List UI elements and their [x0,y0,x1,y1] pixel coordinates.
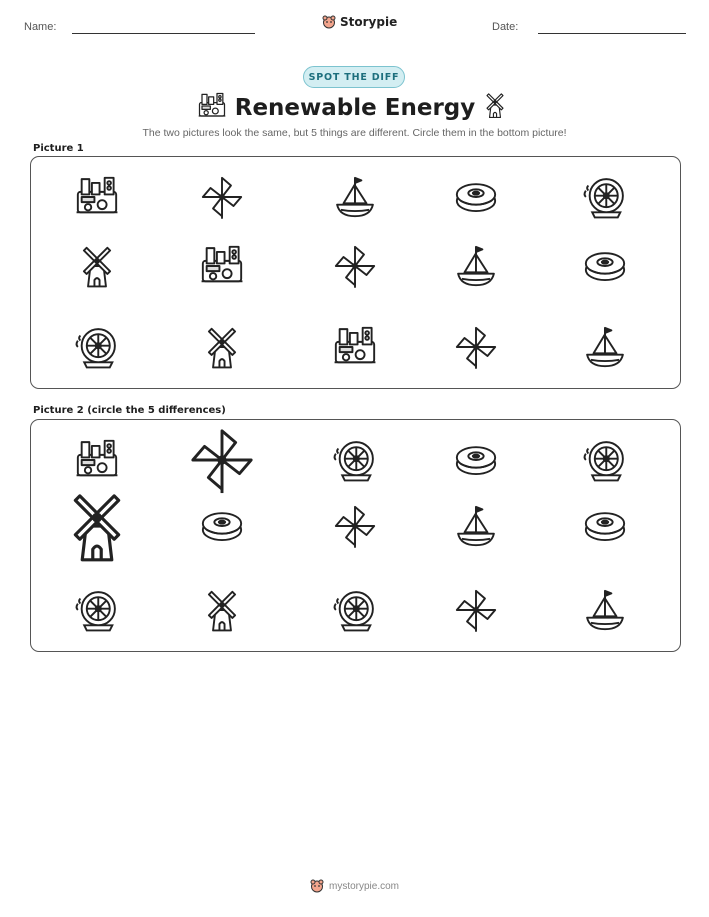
factory-icon[interactable] [74,437,120,483]
log-icon [453,174,499,220]
picture-2-label: Picture 2 (circle the 5 differences) [33,405,226,416]
pinwheel-icon[interactable] [332,503,378,549]
date-line[interactable] [538,33,686,34]
sailboat-icon[interactable] [582,587,628,633]
picture-1-label: Picture 1 [33,143,84,154]
windmill-icon [199,324,245,370]
page-title: Renewable Energy [234,95,476,121]
windmill-icon[interactable] [59,488,135,564]
name-label: Name: [24,21,57,33]
windmill-icon [481,91,509,119]
log-icon[interactable] [453,437,499,483]
factory-icon [332,324,378,370]
water-wheel-icon[interactable] [74,587,120,633]
water-wheel-icon [582,174,628,220]
water-wheel-icon[interactable] [332,437,378,483]
date-label: Date: [492,21,519,33]
instructions: The two pictures look the same, but 5 things are different. Circle them in the bottom picture! [142,127,567,139]
brand-name: Storypie [340,15,398,29]
pinwheel-icon [332,243,378,289]
brand-logo [322,15,397,29]
pinwheel-icon [453,324,499,370]
log-icon[interactable] [582,503,628,549]
sailboat-icon [453,243,499,289]
sailboat-icon [582,324,628,370]
footer-site: mystorypie.com [328,880,399,892]
factory-icon [74,174,120,220]
pinwheel-icon [199,174,245,220]
log-icon [582,243,628,289]
storypie-mascot-icon [310,879,324,893]
windmill-icon [74,243,120,289]
water-wheel-icon [74,324,120,370]
storypie-mascot-icon [322,15,336,29]
windmill-icon[interactable] [199,587,245,633]
name-line[interactable] [72,33,255,34]
footer [0,879,709,893]
water-wheel-icon[interactable] [332,587,378,633]
pinwheel-icon[interactable] [187,425,257,495]
factory-icon [199,243,245,289]
spot-the-diff-badge: SPOT THE DIFF [303,66,405,88]
pinwheel-icon[interactable] [453,587,499,633]
sailboat-icon[interactable] [453,503,499,549]
log-icon[interactable] [199,503,245,549]
sailboat-icon [332,174,378,220]
water-wheel-icon[interactable] [582,437,628,483]
